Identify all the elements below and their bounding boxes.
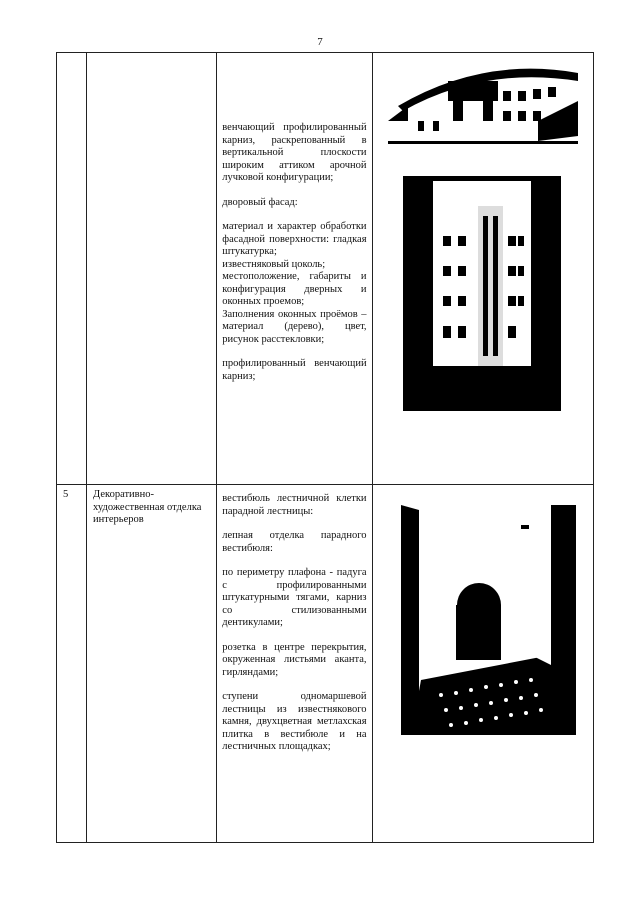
element-description [217,53,372,485]
description-paragraph: вестибюль лестничной клетки парадной лестницы: [222,493,367,517]
photo-cell [372,485,593,843]
photo-cell [372,53,593,485]
description-paragraph: розетка в центре перекрытия, окруженная листьями аканта, гирляндами; [222,641,367,678]
description-paragraph: профилированный венчающий карниз; [222,358,367,382]
description-paragraph: по периметру плафона - падуга с профилированными штукатурными тягами, карниз со стилизованными дентикулами; [222,567,367,628]
element-name: Декоративно-художественная отделка интерьеров [87,485,217,843]
description-paragraph: ступени одномаршевой лестницы из известнякового камня, двухцветная метлахская плитка в вестибюле и на лестничных площадках; [222,691,367,752]
row-number [57,53,87,485]
heritage-elements-table [56,52,594,843]
description-paragraph: местоположение, габариты и конфигурация дверных и оконных проемов; [222,271,367,307]
description-paragraph: дворовый фасад: [222,196,298,208]
table-row [57,485,594,843]
description-paragraph: материал и характер обработки фасадной поверхности: гладкая штукатурка; [222,221,367,257]
facade-photo [388,61,578,153]
description-paragraph: известняковый цоколь; [222,258,326,270]
table-row [57,53,594,485]
row-number: 5 [57,485,87,843]
description-paragraph: лепная отделка парадного вестибюля: [222,530,367,554]
element-name [87,53,217,485]
description-paragraph: венчающий профилированный карниз, раскрепованный в вертикальной плоскости широким аттиком арочной лучковой конфигурации; [222,122,367,183]
page-number: 7 [317,36,323,48]
vestibule-photo [401,505,576,735]
description-paragraph: Заполнения оконных проёмов –материал (дерево), цвет, рисунок расстекловки; [222,308,367,345]
courtyard-photo [403,176,561,411]
element-description [217,485,372,843]
